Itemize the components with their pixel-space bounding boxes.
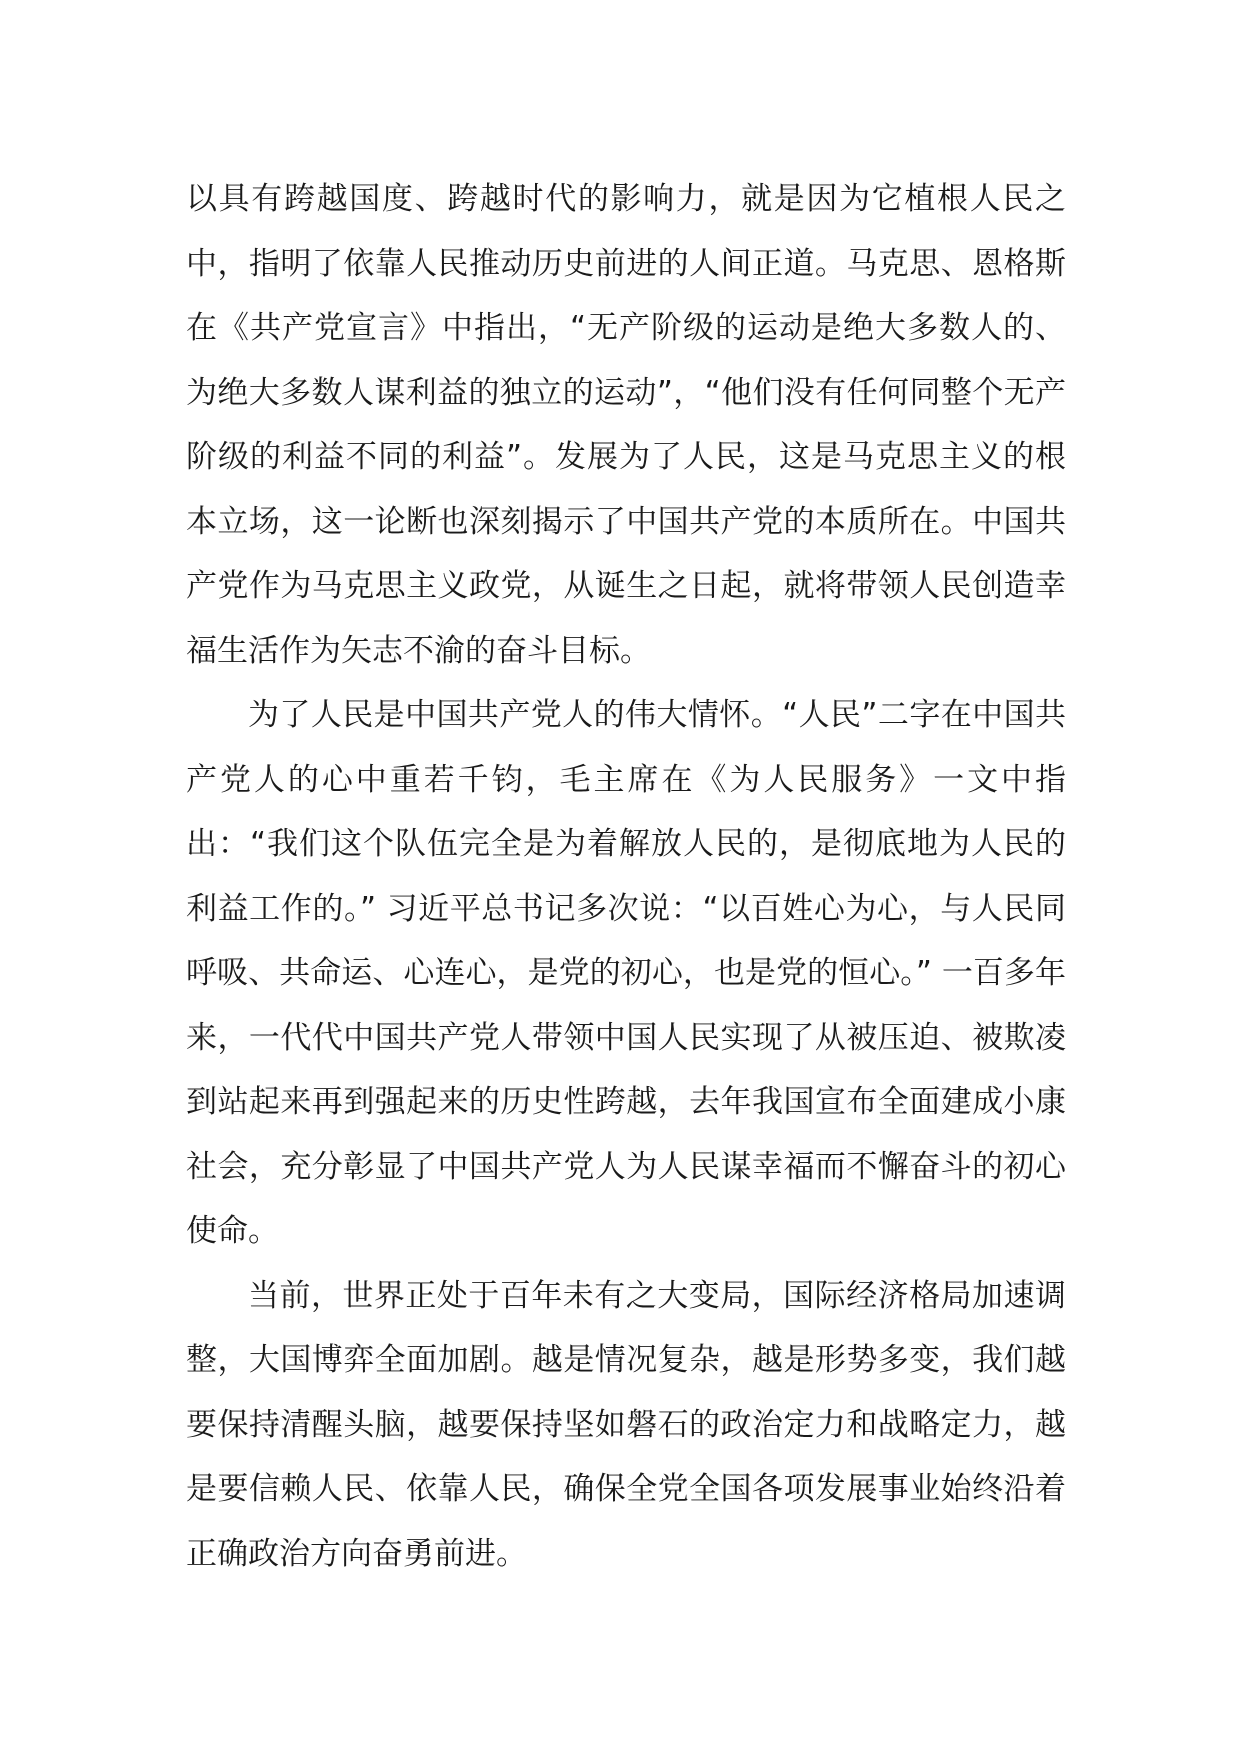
paragraph-people-sentiment: 为了人民是中国共产党人的伟大情怀。“人民”二字在中国共产党人的心中重若千钧，毛主席在《为人民服务》一文中指出：“我们这个队伍完全是为着解放人民的，是彻底地为人民的利益工作的。” 习近平总书记多次说：“以百姓心为心，与人民同呼吸、共命运、心连心，是党的初心，也是党的恒心。” 一百多年来，一代代中国共产党人带领中国人民实现了从被压迫、被欺凌到站起来再到强起来的历史性跨越，去年我国宣布全面建成小康社会，充分彰显了中国共产党人为人民谋幸福而不懈奋斗的初心使命。 bbox=[186, 697, 1066, 1249]
paragraph-continuation: 以具有跨越国度、跨越时代的影响力，就是因为它植根人民之中，指明了依靠人民推动历史前进的人间正道。马克思、恩格斯在《共产党宣言》中指出，“无产阶级的运动是绝大多数人的、为绝大多数人谋利益的独立的运动”，“他们没有任何同整个无产阶级的利益不同的利益”。发展为了人民，这是马克思主义的根本立场，这一论断也深刻揭示了中国共产党的本质所在。中国共产党作为马克思主义政党，从诞生之日起，就将带领人民创造幸福生活作为矢志不渝的奋斗目标。 bbox=[186, 181, 1066, 669]
document-body bbox=[186, 167, 1066, 1586]
paragraph-current-situation: 当前，世界正处于百年未有之大变局，国际经济格局加速调整，大国博弈全面加剧。越是情况复杂，越是形势多变，我们越要保持清醒头脑，越要保持坚如磐石的政治定力和战略定力，越是要信赖人民、依靠人民，确保全党全国各项发展事业始终沿着正确政治方向奋勇前进。 bbox=[186, 1277, 1066, 1572]
